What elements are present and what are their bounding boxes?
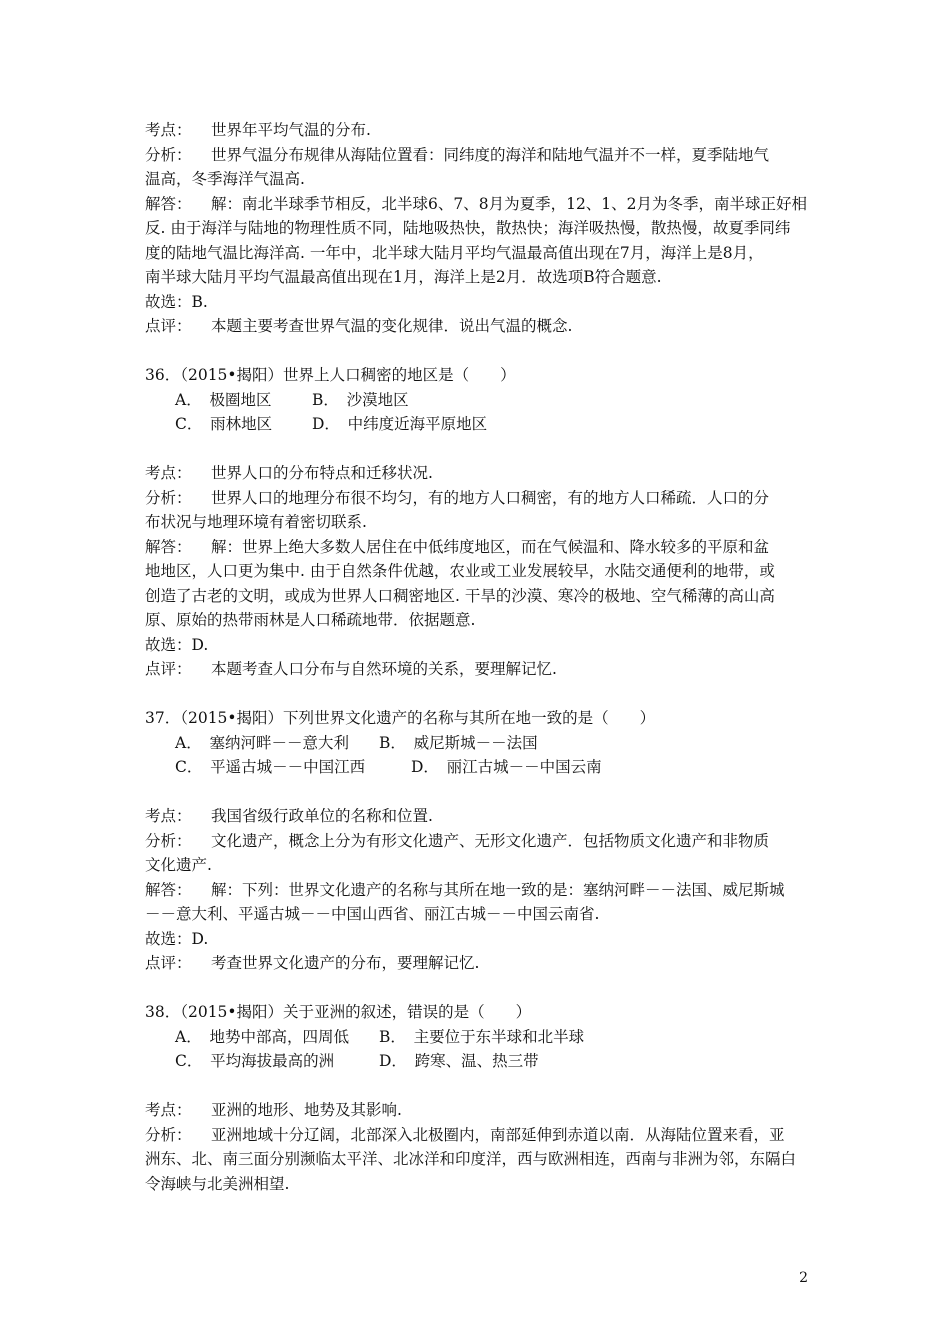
kaodian-text: 我国省级行政单位的名称和位置. (211, 807, 433, 825)
jieda-line-cont: －－意大利、平遥古城－－中国山西省、丽江古城－－中国云南省. (145, 905, 600, 923)
fenxi-text: 文化遗产，概念上分为有形文化遗产、无形文化遗产．包括物质文化遗产和非物质 (211, 831, 770, 850)
fenxi-text: 世界气温分布规律从海陆位置看：同纬度的海洋和陆地气温并不一样，夏季陆地气 (211, 145, 770, 164)
fenxi-line-cont: 令海峡与北美洲相望. (145, 1174, 290, 1193)
fenxi-line (145, 486, 810, 511)
jieda-line-cont: 反. 由于海洋与陆地的物理性质不同，陆地吸热快，散热快；海洋吸热慢，散热慢，故夏季同纬 (145, 219, 791, 237)
option-c: C． 雨林地区 (175, 415, 273, 433)
option-b: B． 主要位于东半球和北半球 (379, 1027, 585, 1046)
kaodian-label: 考点： (145, 464, 192, 482)
answer-line: 故选：B. (145, 292, 208, 311)
jieda-label: 解答： (145, 537, 192, 556)
option-a: A． 地势中部高，四周低 (175, 1027, 349, 1046)
option-a: A． 塞纳河畔－－意大利 (175, 733, 349, 752)
dianping-text: 本题主要考查世界气温的变化规律．说出气温的概念. (211, 317, 573, 335)
jieda-line-cont: 创造了古老的文明，或成为世界人口稠密地区. 干旱的沙漠、寒冷的极地、空气稀薄的高山高 (145, 586, 775, 605)
fenxi-label: 分析： (145, 831, 192, 850)
fenxi-label: 分析： (145, 488, 192, 507)
kaodian-line (145, 461, 810, 486)
options-row (145, 388, 810, 413)
kaodian-label: 考点： (145, 807, 192, 825)
jieda-label: 解答： (145, 194, 192, 213)
question-36: 36．（2015•揭阳）世界上人口稠密的地区是（ ） (145, 366, 516, 384)
jieda-line-cont: 度的陆地气温比海洋高. 一年中，北半球大陆月平均气温最高值出现在7月，海洋上是8月， (145, 243, 764, 262)
answer-line: 故选：D. (145, 635, 209, 654)
options-row (145, 731, 810, 756)
answer-line: 故选：D. (145, 929, 209, 948)
jieda-line (145, 192, 810, 217)
dianping-label: 点评： (145, 954, 192, 972)
page-number: 2 (799, 1270, 808, 1286)
dianping-line (145, 657, 810, 682)
options-row (145, 412, 810, 437)
kaodian-text: 亚洲的地形、地势及其影响. (211, 1101, 402, 1119)
fenxi-label: 分析： (145, 145, 192, 164)
dianping-text: 考查世界文化遗产的分布，要理解记忆. (211, 954, 480, 972)
fenxi-line-cont: 布状况与地理环境有着密切联系. (145, 513, 367, 531)
options-row (145, 1049, 810, 1074)
fenxi-label: 分析： (145, 1125, 192, 1144)
option-a: A． 极圈地区 (175, 390, 272, 409)
fenxi-line-cont: 文化遗产. (145, 856, 212, 874)
option-b: B． 沙漠地区 (312, 390, 409, 409)
fenxi-line-cont: 洲东、北、南三面分别濒临太平洋、北冰洋和印度洋，西与欧洲相连，西南与非洲为邻，东隔白 (145, 1150, 797, 1168)
option-d: D． 丽江古城－－中国云南 (411, 758, 602, 776)
jieda-text: 解：南北半球季节相反，北半球6、7、8月为夏季，12、1、2月为冬季，南半球正好相 (211, 194, 808, 213)
document-page (145, 118, 810, 1196)
jieda-line-cont: 地地区，人口更为集中. 由于自然条件优越，农业或工业发展较早，水陆交通便利的地带，或 (145, 562, 775, 580)
fenxi-line (145, 1123, 810, 1148)
kaodian-line (145, 118, 810, 143)
jieda-line-cont: 原、原始的热带雨林是人口稀疏地带．依据题意. (145, 611, 476, 629)
option-d: D． 中纬度近海平原地区 (312, 415, 488, 433)
option-c: C． 平均海拔最高的洲 (175, 1052, 335, 1070)
kaodian-text: 世界人口的分布特点和迁移状况. (211, 464, 433, 482)
option-d: D． 跨寒、温、热三带 (379, 1052, 539, 1070)
kaodian-line (145, 1098, 810, 1123)
question-38: 38．（2015•揭阳）关于亚洲的叙述，错误的是（ ） (145, 1003, 532, 1021)
fenxi-line (145, 829, 810, 854)
jieda-text: 解：下列：世界文化遗产的名称与其所在地一致的是：塞纳河畔－－法国、威尼斯城 (211, 880, 785, 899)
dianping-line (145, 314, 810, 339)
dianping-line (145, 951, 810, 976)
kaodian-label: 考点： (145, 121, 192, 139)
fenxi-text: 世界人口的地理分布很不均匀，有的地方人口稠密，有的地方人口稀疏．人口的分 (211, 488, 770, 507)
jieda-line (145, 535, 810, 560)
kaodian-text: 世界年平均气温的分布. (211, 121, 371, 139)
jieda-text: 解：世界上绝大多数人居住在中低纬度地区，而在气候温和、降水较多的平原和盆 (211, 537, 770, 556)
fenxi-text: 亚洲地域十分辽阔，北部深入北极圈内，南部延伸到赤道以南．从海陆位置来看，亚 (211, 1125, 785, 1144)
kaodian-label: 考点： (145, 1101, 192, 1119)
options-row (145, 755, 810, 780)
options-row (145, 1025, 810, 1050)
fenxi-line (145, 143, 810, 168)
jieda-line-cont: 南半球大陆月平均气温最高值出现在1月，海洋上是2月．故选项B符合题意. (145, 268, 662, 286)
jieda-line (145, 878, 810, 903)
kaodian-line (145, 804, 810, 829)
question-37: 37．（2015•揭阳）下列世界文化遗产的名称与其所在地一致的是（ ） (145, 709, 656, 727)
fenxi-line-cont: 温高，冬季海洋气温高. (145, 170, 305, 188)
dianping-label: 点评： (145, 660, 192, 678)
dianping-label: 点评： (145, 317, 192, 335)
option-c: C． 平遥古城－－中国江西 (175, 758, 366, 776)
jieda-label: 解答： (145, 880, 192, 899)
option-b: B． 威尼斯城－－法国 (379, 733, 538, 752)
dianping-text: 本题考查人口分布与自然环境的关系，要理解记忆. (211, 660, 557, 678)
